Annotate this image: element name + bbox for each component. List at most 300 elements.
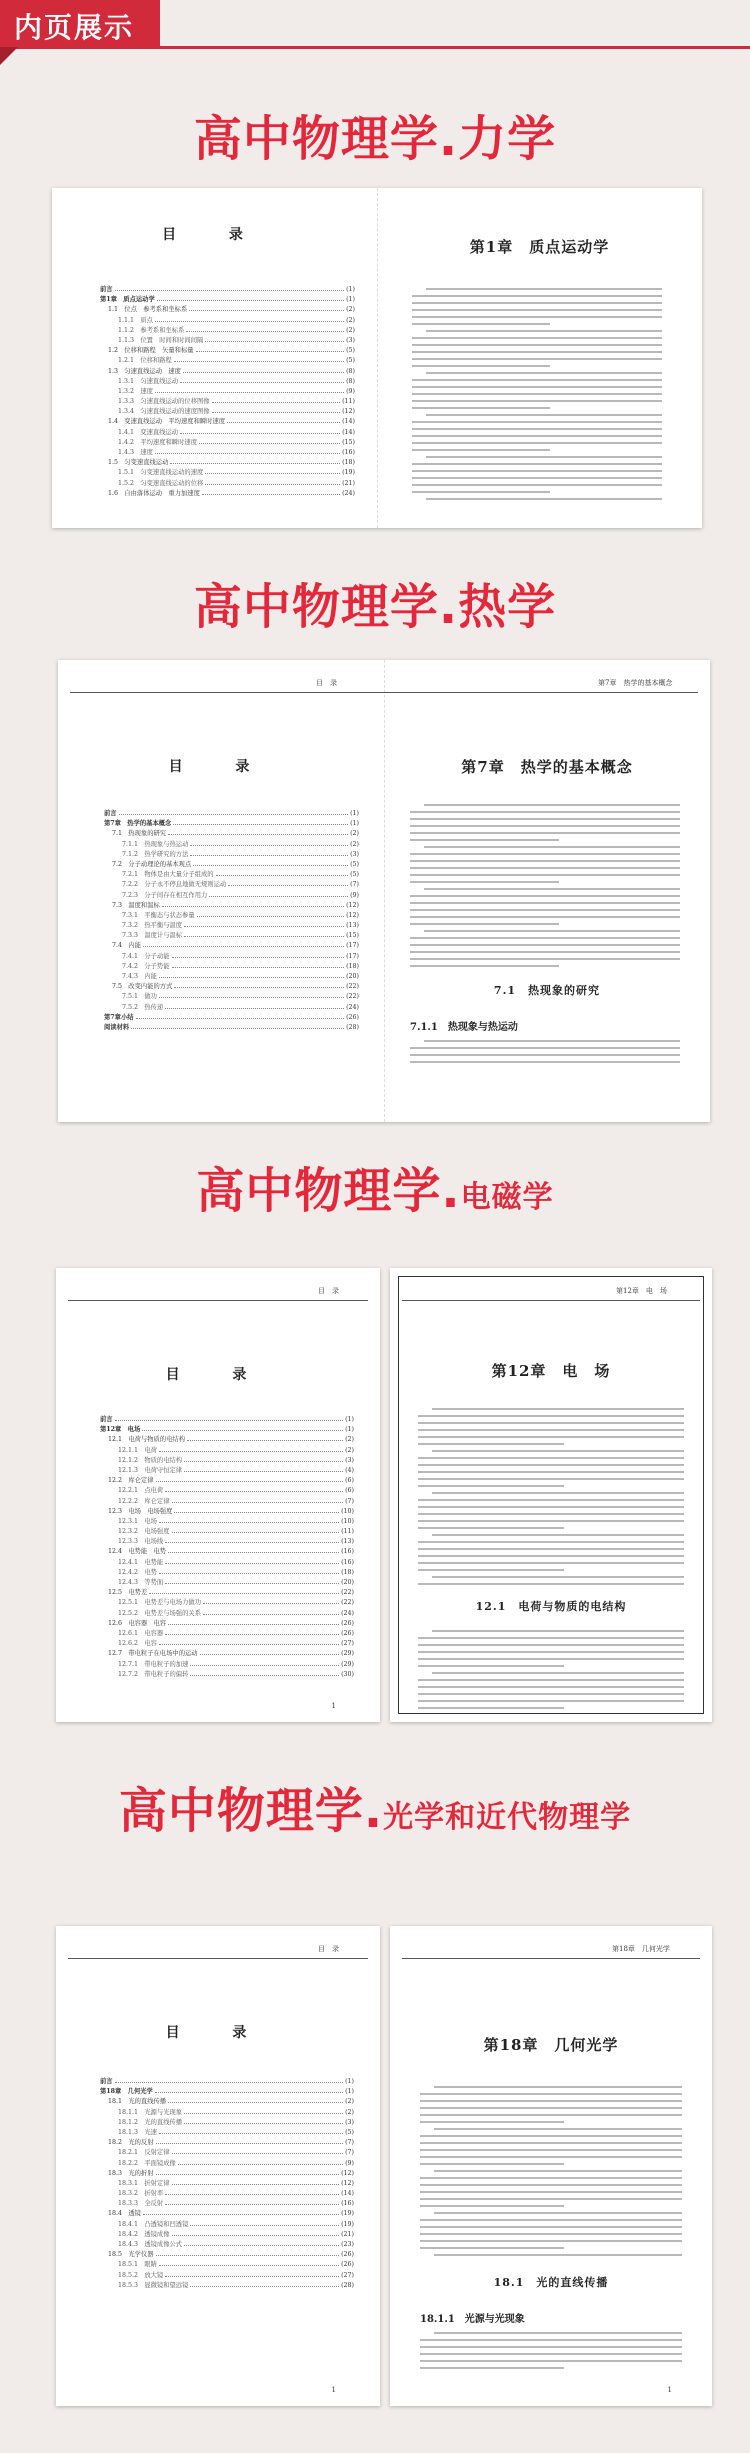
- toc-entry-title: 12.6.1 电容器: [118, 1629, 164, 1637]
- text-line: [418, 1443, 564, 1445]
- toc-leader-dots: [172, 2231, 340, 2236]
- toc-leader-dots: [190, 841, 348, 846]
- toc-entry-page: (1): [350, 810, 359, 817]
- toc-entry-title: 7.4 内能: [112, 942, 141, 950]
- text-line: [432, 1630, 684, 1632]
- toc-entry-page: (8): [346, 377, 355, 385]
- text-line: [410, 811, 680, 813]
- toc-entry-page: (3): [346, 336, 355, 344]
- text-line: [412, 491, 550, 493]
- toc-entry-page: (26): [341, 2251, 354, 2259]
- toc-entry: [100, 1638, 354, 1648]
- text-line: [420, 2135, 682, 2137]
- text-line: [410, 1047, 680, 1049]
- toc-entry-title: 7.2.2 分子永不停息地做无规则运动: [122, 881, 227, 889]
- text-line: [420, 2240, 682, 2242]
- toc-leader-dots: [165, 1579, 339, 1584]
- toc-leader-dots: [190, 1661, 339, 1666]
- toc-list: [100, 1414, 354, 1679]
- text-line: [418, 1422, 684, 1424]
- toc-entry: [100, 2208, 354, 2218]
- book-page-em-chapter: [390, 1268, 712, 1722]
- toc-entry-page: (3): [345, 2118, 354, 2126]
- text-line: [420, 2191, 682, 2193]
- text-line: [418, 1527, 564, 1529]
- toc-entry-title: 第18章 几何光学: [100, 2088, 153, 2096]
- toc-entry-title: 7.2 分子动理论的基本观点: [112, 860, 192, 868]
- toc-entry-title: 18.1.1 光源与光现象: [118, 2108, 183, 2116]
- toc-entry: [100, 1628, 354, 1638]
- toc-entry-page: (27): [341, 1640, 354, 1648]
- toc-entry-title: 7.2.3 分子间存在相互作用力: [122, 891, 208, 899]
- toc-entry-page: (16): [342, 449, 355, 456]
- toc-entry: [104, 961, 359, 971]
- toc-entry-title: 前言: [104, 810, 117, 817]
- toc-leader-dots: [190, 851, 348, 856]
- toc-entry-title: 1.5.2 匀变速直线运动的位移: [118, 479, 204, 487]
- toc-entry-page: (2): [346, 306, 355, 314]
- toc-entry-title: 7.5 改变内能的方式: [112, 983, 173, 991]
- text-line: [420, 2339, 682, 2341]
- toc-leader-dots: [149, 1589, 339, 1594]
- toc-leader-dots: [165, 1487, 343, 1492]
- toc-entry-page: (29): [341, 1660, 354, 1668]
- toc-entry-page: (2): [345, 2108, 354, 2116]
- text-line: [434, 2086, 682, 2088]
- chapter-title: 第7章 热学的基本概念: [461, 758, 633, 776]
- toc-leader-dots: [142, 1426, 343, 1431]
- toc-entry-page: (24): [342, 489, 355, 497]
- toc-entry-title: 1.3.2 速度: [118, 387, 153, 395]
- toc-leader-dots: [216, 871, 348, 876]
- toc-entry-title: 第7章 热学的基本概念: [104, 820, 172, 828]
- section-title-main: 高中物理学.热学: [193, 579, 557, 635]
- toc-entry-title: 1.3.3 匀速直线运动的位移图像: [118, 398, 210, 406]
- text-line: [412, 337, 662, 339]
- text-line: [410, 923, 559, 925]
- toc-entry-page: (10): [341, 1517, 354, 1525]
- toc-entry-title: 12.4 电势能 电势: [108, 1548, 167, 1556]
- text-line: [420, 2184, 682, 2186]
- text-line: [418, 1429, 684, 1431]
- toc-entry-title: 18.3.2 折射率: [118, 2190, 164, 2198]
- toc-leader-dots: [228, 881, 348, 886]
- toc-entry-page: (1): [345, 2088, 354, 2096]
- toc-entry: [104, 879, 359, 889]
- toc-entry-page: (22): [341, 1599, 354, 1607]
- text-line: [434, 2128, 682, 2130]
- toc-entry: [100, 478, 355, 488]
- toc-entry-page: (11): [342, 398, 355, 406]
- toc-entry-title: 12.2 库仑定律: [108, 1477, 154, 1485]
- toc-entry: [100, 1659, 354, 1669]
- text-line: [432, 1408, 684, 1410]
- toc-leader-dots: [168, 830, 348, 835]
- toc-entry-title: 12.3.3 电场线: [118, 1538, 164, 1546]
- text-line: [412, 400, 662, 402]
- toc-entry: [100, 1445, 354, 1455]
- toc-entry: [100, 2219, 354, 2229]
- toc-entry: [104, 940, 359, 950]
- toc-entry: [100, 2076, 354, 2086]
- text-line: [418, 1457, 684, 1459]
- text-line: [420, 2367, 564, 2369]
- toc-entry-title: 第1章 质点运动学: [100, 296, 155, 304]
- toc-entry-page: (18): [346, 962, 359, 970]
- toc-entry-title: 18.5.2 放大镜: [118, 2271, 164, 2279]
- text-line: [418, 1506, 684, 1508]
- toc-entry-page: (16): [341, 2200, 354, 2208]
- text-line: [412, 442, 662, 444]
- toc-entry: [100, 1434, 354, 1444]
- toc-entry-page: (5): [350, 860, 359, 868]
- text-line: [410, 853, 680, 855]
- toc-leader-dots: [159, 1518, 339, 1523]
- toc-entry-title: 12.4.1 电势能: [118, 1558, 164, 1566]
- toc-leader-dots: [159, 1640, 339, 1645]
- toc-entry: [100, 416, 355, 426]
- toc-leader-dots: [159, 2129, 343, 2134]
- text-line: [434, 2170, 682, 2172]
- toc-entry-title: 12.7 带电粒子在电场中的运动: [108, 1650, 198, 1658]
- text-line: [412, 365, 550, 367]
- toc-entry-page: (2): [345, 2098, 354, 2106]
- toc-entry: [100, 427, 355, 437]
- toc-entry-title: 1.4 变速直线运动 平均速度和瞬时速度: [108, 418, 226, 426]
- text-line: [410, 874, 680, 876]
- text-line: [418, 1436, 684, 1438]
- toc-leader-dots: [159, 1447, 343, 1452]
- toc-entry-page: (6): [345, 1487, 354, 1495]
- toc-leader-dots: [131, 1024, 344, 1029]
- toc-leader-dots: [196, 347, 345, 352]
- toc-entry-page: (7): [345, 2139, 354, 2147]
- text-line: [418, 1478, 684, 1480]
- toc-title: 目 录: [162, 227, 267, 243]
- toc-entry-title: 18.2.2 平面镜成像: [118, 2159, 176, 2167]
- text-line: [418, 1548, 684, 1550]
- body-text: [420, 2086, 682, 2261]
- text-line: [412, 435, 662, 437]
- toc-entry-page: (21): [342, 479, 355, 487]
- toc-entry-title: 12.1.1 电荷: [118, 1446, 157, 1454]
- text-line: [420, 2121, 564, 2123]
- running-head-rule: [70, 692, 698, 693]
- toc-leader-dots: [157, 296, 344, 301]
- toc-leader-dots: [165, 2272, 339, 2277]
- toc-entry: [100, 2280, 354, 2290]
- toc-entry: [104, 859, 359, 869]
- text-line: [434, 2332, 682, 2334]
- text-line: [418, 1679, 684, 1681]
- toc-entry-page: (1): [350, 820, 359, 828]
- text-line: [410, 895, 680, 897]
- toc-entry-page: (12): [346, 901, 359, 909]
- text-line: [410, 832, 680, 834]
- section-heading: 12.1 电荷与物质的电结构: [475, 1600, 627, 1613]
- text-line: [418, 1700, 684, 1702]
- toc-entry-page: (22): [346, 993, 359, 1001]
- text-line: [410, 867, 680, 869]
- toc-entry: [100, 355, 355, 365]
- text-line: [420, 2353, 682, 2355]
- toc-entry: [100, 366, 355, 376]
- toc-entry-page: (9): [346, 387, 355, 395]
- toc-entry: [100, 467, 355, 477]
- toc-entry-page: (10): [341, 1507, 354, 1515]
- text-line: [420, 2233, 682, 2235]
- text-line: [418, 1665, 564, 1667]
- toc-entry: [100, 315, 355, 325]
- toc-entry: [100, 1648, 354, 1658]
- toc-entry-title: 前言: [100, 286, 113, 293]
- toc-entry-title: 1.3.4 匀速直线运动的速度图像: [118, 408, 210, 416]
- text-line: [420, 2360, 682, 2362]
- toc-leader-dots: [143, 2210, 339, 2215]
- toc-entry-title: 12.5 电势差: [108, 1589, 148, 1597]
- text-line: [418, 1555, 684, 1557]
- text-line: [412, 463, 662, 465]
- toc-leader-dots: [173, 820, 348, 825]
- toc-entry-page: (26): [341, 2261, 354, 2269]
- toc-entry: [100, 1526, 354, 1536]
- toc-leader-dots: [184, 1457, 343, 1462]
- body-text: [418, 1408, 684, 1590]
- toc-leader-dots: [184, 922, 344, 927]
- header-tab-fold: [0, 47, 18, 65]
- subsection-heading: 18.1.1 光源与光现象: [420, 2314, 525, 2325]
- toc-entry: [100, 2127, 354, 2137]
- toc-entry-title: 7.4.3 内能: [122, 973, 157, 980]
- book-page-optics-toc: [56, 1926, 380, 2406]
- toc-entry-page: (13): [346, 922, 359, 930]
- toc-entry: [100, 2158, 354, 2168]
- toc-leader-dots: [156, 1477, 344, 1482]
- toc-entry: [100, 2086, 354, 2096]
- toc-entry-page: (30): [341, 1670, 354, 1678]
- toc-entry-page: (19): [342, 469, 355, 477]
- toc-entry-page: (22): [341, 1589, 354, 1597]
- text-line: [418, 1693, 684, 1695]
- toc-entry-title: 1.1.2 参考系和坐标系: [118, 326, 185, 334]
- running-head-rule: [68, 1300, 368, 1301]
- toc-entry: [100, 304, 355, 314]
- toc-leader-dots: [190, 1671, 339, 1676]
- text-line: [410, 825, 680, 827]
- toc-leader-dots: [184, 2119, 343, 2124]
- toc-leader-dots: [159, 1569, 339, 1574]
- toc-entry-title: 1.1.3 位置 时间和时间间隔: [118, 336, 204, 344]
- running-head-rule: [68, 1958, 368, 1959]
- toc-entry: [104, 818, 359, 828]
- toc-entry-title: 12.4.3 等势面: [118, 1579, 164, 1586]
- running-head: 第18章 几何光学: [612, 1945, 670, 1953]
- toc-entry-title: 12.1.3 电荷守恒定律: [118, 1466, 183, 1474]
- toc-leader-dots: [159, 2261, 339, 2266]
- toc-entry: [100, 1485, 354, 1495]
- section-heading: 18.1 光的直线传播: [493, 2276, 609, 2289]
- toc-entry-title: 18.4 透镜: [108, 2210, 141, 2218]
- text-line: [418, 1658, 684, 1660]
- toc-entry-title: 18.4.3 透镜成像公式: [118, 2241, 183, 2248]
- toc-entry-title: 18.3.1 折射定律: [118, 2179, 170, 2187]
- page-number: 1: [331, 2386, 336, 2394]
- text-line: [412, 351, 662, 353]
- toc-entry: [100, 1618, 354, 1628]
- toc-leader-dots: [165, 1559, 339, 1564]
- toc-leader-dots: [174, 357, 344, 362]
- text-line: [432, 1450, 684, 1452]
- toc-entry-title: 12.2.1 点电荷: [118, 1487, 164, 1495]
- text-line: [426, 456, 662, 458]
- text-line: [432, 1534, 684, 1536]
- text-line: [420, 2226, 682, 2228]
- book-spread-thermal: [58, 660, 710, 1122]
- text-line: [412, 386, 662, 388]
- toc-entry-page: (29): [341, 1650, 354, 1658]
- toc-entry: [104, 828, 359, 838]
- text-line: [426, 414, 662, 416]
- text-line: [412, 344, 662, 346]
- toc-leader-dots: [168, 1620, 339, 1625]
- toc-leader-dots: [143, 942, 344, 947]
- toc-leader-dots: [203, 1599, 339, 1604]
- toc-entry: [100, 1465, 354, 1475]
- toc-entry-page: (3): [350, 850, 359, 858]
- toc-entry: [100, 406, 355, 416]
- text-line: [418, 1637, 684, 1639]
- toc-entry: [100, 1516, 354, 1526]
- toc-entry-title: 1.1.1 质点: [118, 316, 153, 324]
- toc-entry: [100, 488, 355, 498]
- toc-leader-dots: [203, 1610, 339, 1615]
- toc-entry-title: 7.1 热现象的研究: [112, 830, 167, 838]
- toc-entry-page: (2): [350, 840, 359, 848]
- toc-leader-dots: [172, 2149, 344, 2154]
- text-line: [426, 498, 662, 500]
- toc-entry-title: 1.1 位点 参考系和坐标系: [108, 306, 188, 314]
- text-line: [424, 1040, 680, 1042]
- book-spread-mechanics: [52, 188, 702, 528]
- text-line: [418, 1562, 684, 1564]
- toc-entry-title: 1.5 匀变速直线运动: [108, 459, 169, 467]
- toc-leader-dots: [183, 368, 344, 373]
- toc-entry-title: 12.7.2 带电粒子的偏转: [118, 1670, 189, 1678]
- text-line: [412, 393, 662, 395]
- toc-leader-dots: [165, 1630, 339, 1635]
- toc-leader-dots: [165, 1538, 339, 1543]
- text-line: [418, 1464, 684, 1466]
- toc-entry-page: (17): [346, 952, 359, 960]
- text-line: [420, 2100, 682, 2102]
- text-line: [420, 2247, 564, 2249]
- body-text: [410, 804, 680, 972]
- toc-entry-title: 前言: [100, 2078, 113, 2085]
- toc-leader-dots: [174, 983, 344, 988]
- section-title-mechanics: [0, 100, 750, 169]
- toc-entry-title: 7.1.2 热学研究的方法: [122, 850, 189, 858]
- toc-entry: [100, 1608, 354, 1618]
- toc-entry: [104, 951, 359, 961]
- text-line: [426, 288, 662, 290]
- toc-entry-title: 7.3.1 平衡态与状态参量: [122, 911, 195, 919]
- toc-entry-page: (20): [346, 973, 359, 980]
- toc-entry: [100, 2188, 354, 2198]
- toc-entry-page: (14): [341, 2190, 354, 2198]
- text-line: [420, 2156, 682, 2158]
- toc-entry-page: (28): [346, 1023, 359, 1031]
- section-heading: 7.1 热现象的研究: [493, 984, 601, 997]
- toc-entry-page: (20): [341, 1579, 354, 1586]
- toc-entry-page: (1): [345, 1416, 354, 1423]
- toc-leader-dots: [172, 2180, 340, 2185]
- toc-title: 目 录: [165, 2025, 271, 2041]
- toc-entry: [100, 2259, 354, 2269]
- toc-entry: [100, 1546, 354, 1556]
- toc-leader-dots: [209, 892, 348, 897]
- text-line: [410, 902, 680, 904]
- text-line: [424, 930, 680, 932]
- text-line: [420, 2163, 564, 2165]
- running-head-right: 第7章 热学的基本概念: [598, 679, 673, 687]
- section-title-em: [0, 1152, 750, 1221]
- text-line: [412, 323, 550, 325]
- section-title-main: 高中物理学.力学: [193, 111, 557, 167]
- toc-entry-title: 18.5.1 眼睛: [118, 2261, 157, 2269]
- text-line: [418, 1686, 684, 1688]
- toc-entry: [100, 1475, 354, 1485]
- text-line: [420, 2346, 682, 2348]
- page-number: 1: [667, 2386, 672, 2394]
- toc-entry: [100, 2137, 354, 2147]
- body-text: [410, 1040, 680, 1068]
- section-title-main: 高中物理学.: [196, 1163, 461, 1219]
- text-line: [420, 2107, 682, 2109]
- toc-entry-title: 18.1 光的直线传播: [108, 2098, 167, 2106]
- toc-entry-page: (8): [346, 367, 355, 375]
- text-line: [410, 909, 680, 911]
- toc-entry-title: 12.3 电场 电场强度: [108, 1507, 173, 1515]
- text-line: [420, 2205, 564, 2207]
- text-line: [412, 316, 662, 318]
- toc-entry-page: (27): [341, 2271, 354, 2279]
- toc-entry-title: 18.2.1 反射定律: [118, 2149, 170, 2157]
- toc-leader-dots: [168, 1548, 339, 1553]
- section-title-small: 光学和近代物理学: [383, 1800, 632, 1835]
- toc-entry-title: 7.5.1 做功: [122, 993, 157, 1001]
- toc-leader-dots: [197, 912, 344, 917]
- toc-entry-title: 7.3.3 温度计与温标: [122, 932, 183, 940]
- text-line: [420, 2149, 682, 2151]
- text-line: [418, 1707, 564, 1709]
- toc-entry-title: 18.1.2 光的直线传播: [118, 2118, 183, 2126]
- toc-entry: [100, 2249, 354, 2259]
- text-line: [412, 407, 550, 409]
- toc-entry-page: (6): [345, 1477, 354, 1485]
- toc-leader-dots: [155, 449, 340, 454]
- toc-leader-dots: [200, 1650, 339, 1655]
- toc-entry: [100, 2178, 354, 2188]
- toc-entry-page: (7): [350, 881, 359, 889]
- text-line: [418, 1583, 684, 1585]
- body-text: [420, 2332, 682, 2374]
- toc-entry: [100, 1587, 354, 1597]
- text-line: [410, 818, 680, 820]
- text-line: [420, 2219, 682, 2221]
- text-line: [426, 330, 662, 332]
- toc-entry-page: (19): [341, 2220, 354, 2228]
- toc-leader-dots: [190, 2221, 339, 2226]
